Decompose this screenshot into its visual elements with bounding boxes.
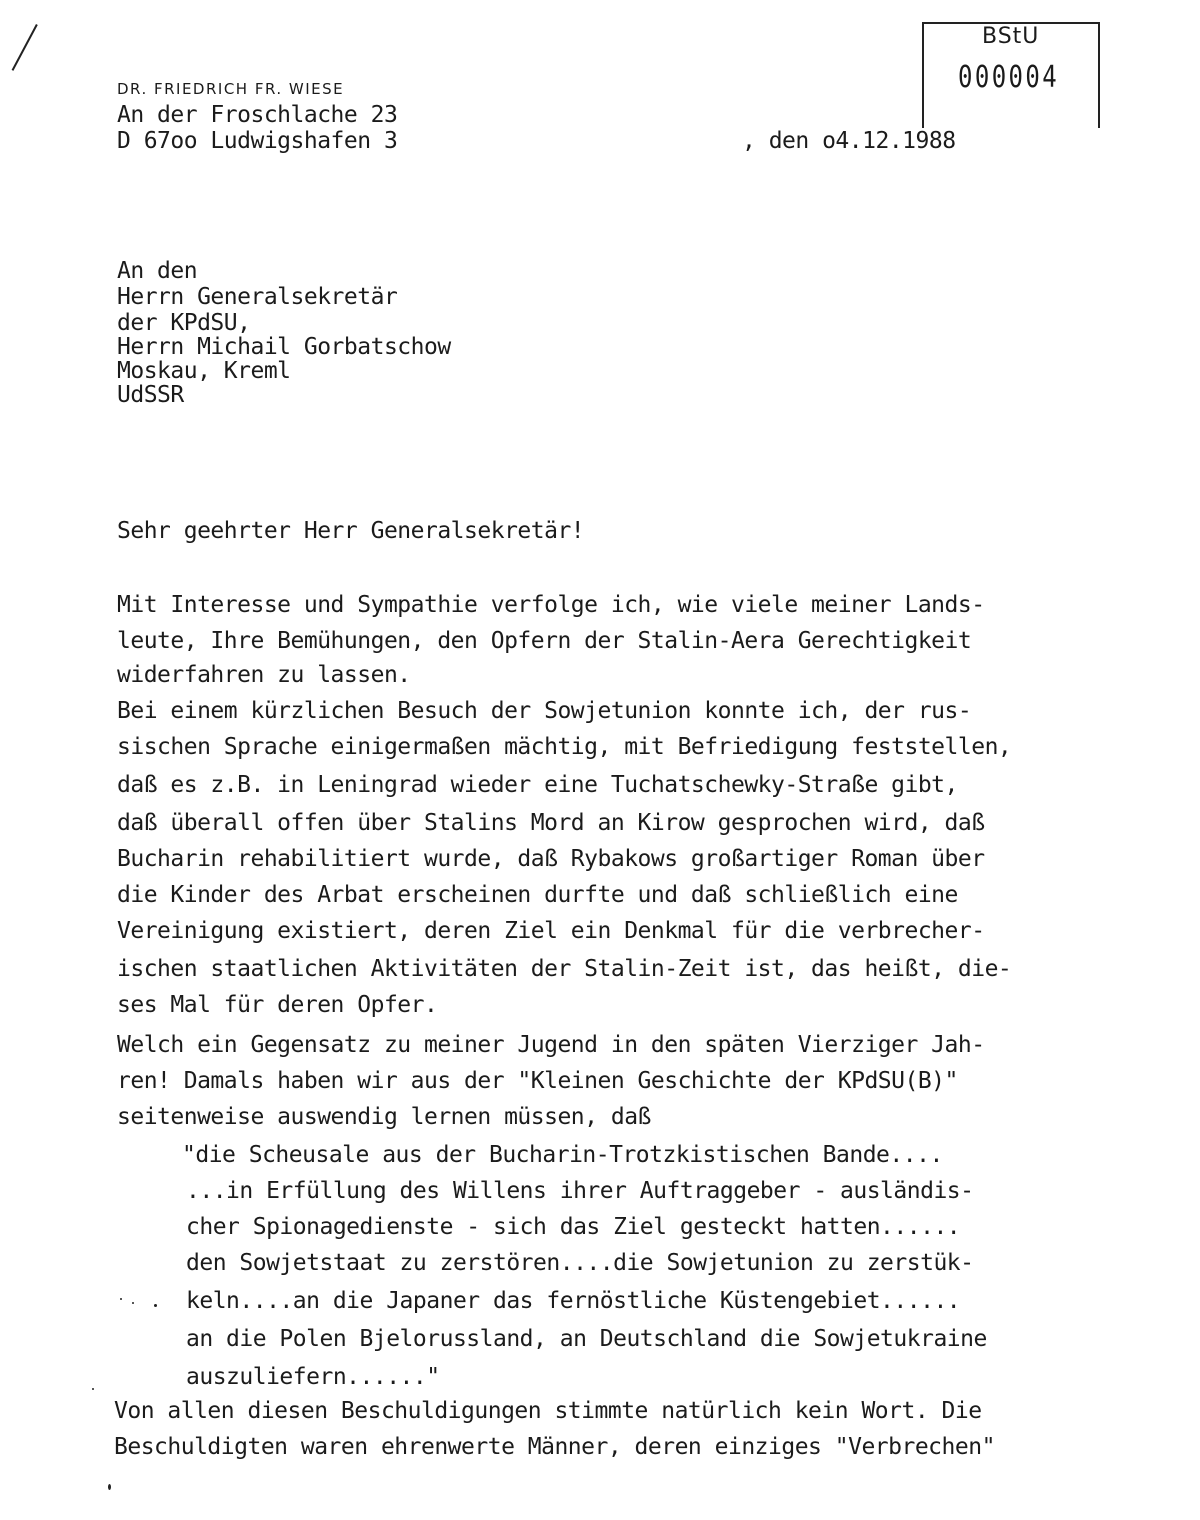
body-line: leute, Ihre Bemühungen, den Opfern der Stalin-Aera Gerechtigkeit — [117, 628, 972, 654]
quote-line: auszuliefern......" — [186, 1364, 440, 1390]
body-line: widerfahren zu lassen. — [117, 662, 411, 688]
body-line: daß überall offen über Stalins Mord an Kirow gesprochen wird, daß — [117, 810, 985, 836]
stamp-label: BStU — [982, 24, 1040, 49]
sender-street: An der Froschlache 23 — [117, 102, 398, 128]
body-line: daß es z.B. in Leningrad wieder eine Tuchatschewky-Straße gibt, — [117, 772, 958, 798]
salutation: Sehr geehrter Herr Generalsekretär! — [117, 518, 585, 544]
stamp-number: 000004 — [958, 60, 1060, 95]
quote-line: an die Polen Bjelorussland, an Deutschland die Sowjetukraine — [186, 1326, 987, 1352]
handwritten-slash-mark — [12, 24, 38, 71]
closing-line: Von allen diesen Beschuldigungen stimmte natürlich kein Wort. Die — [114, 1398, 982, 1424]
body-line: ses Mal für deren Opfer. — [117, 992, 438, 1018]
body-line: Bei einem kürzlichen Besuch der Sowjetunion konnte ich, der rus- — [117, 698, 972, 724]
scan-speck — [132, 1302, 134, 1304]
body-line: Bucharin rehabilitiert wurde, daß Rybakows großartiger Roman über — [117, 846, 985, 872]
quote-line: "die Scheusale aus der Bucharin-Trotzkistischen Bande.... — [182, 1142, 943, 1168]
quote-line: cher Spionagedienste - sich das Ziel gesteckt hatten...... — [186, 1214, 961, 1240]
letter-date: , den o4.12.1988 — [742, 128, 956, 154]
scan-speck — [108, 1484, 111, 1490]
body-line: Welch ein Gegensatz zu meiner Jugend in den späten Vierziger Jah- — [117, 1032, 985, 1058]
quote-line: keln....an die Japaner das fernöstliche Küstengebiet...... — [186, 1288, 961, 1314]
scan-speck — [92, 1388, 94, 1390]
body-line: Vereinigung existiert, deren Ziel ein Denkmal für die verbrecher- — [117, 918, 985, 944]
body-line: sischen Sprache einigermaßen mächtig, mit Befriedigung feststellen, — [117, 734, 1012, 760]
scan-speck — [154, 1304, 157, 1307]
recipient-line: Herrn Generalsekretär — [117, 284, 398, 310]
recipient-line: UdSSR — [117, 382, 184, 408]
quote-line: den Sowjetstaat zu zerstören....die Sowjetunion zu zerstük- — [186, 1250, 974, 1276]
sender-city: D 67oo Ludwigshafen 3 — [117, 128, 398, 154]
body-line: ischen staatlichen Aktivitäten der Stalin-Zeit ist, das heißt, die- — [117, 956, 1012, 982]
recipient-line: An den — [117, 258, 198, 284]
recipient-line: Herrn Michail Gorbatschow — [117, 334, 451, 360]
quote-line: ...in Erfüllung des Willens ihrer Auftraggeber - ausländis- — [186, 1178, 974, 1204]
sender-name: DR. FRIEDRICH FR. WIESE — [117, 80, 345, 98]
body-line: Mit Interesse und Sympathie verfolge ich, wie viele meiner Lands- — [117, 592, 985, 618]
archive-stamp — [922, 22, 1100, 128]
body-line: ren! Damals haben wir aus der "Kleinen Geschichte der KPdSU(B)" — [117, 1068, 958, 1094]
recipient-line: der KPdSU, — [117, 310, 251, 336]
scan-speck — [120, 1298, 122, 1300]
recipient-line: Moskau, Kreml — [117, 358, 291, 384]
closing-line: Beschuldigten waren ehrenwerte Männer, deren einziges "Verbrechen" — [114, 1434, 995, 1460]
body-line: die Kinder des Arbat erscheinen durfte und daß schließlich eine — [117, 882, 958, 908]
body-line: seitenweise auswendig lernen müssen, daß — [117, 1104, 651, 1130]
